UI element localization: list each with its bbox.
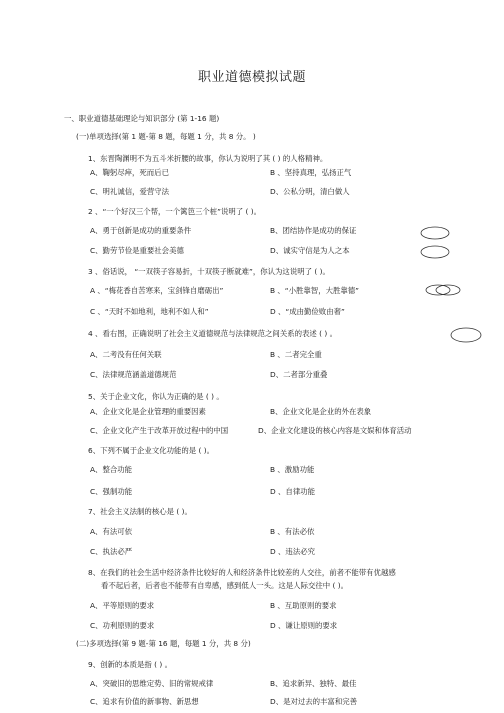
option-c: C 、“天时不如地利，地利不如人和” bbox=[90, 307, 209, 316]
option-a: A、平等原则的要求 bbox=[90, 601, 155, 610]
question-stem: 6、下列不属于企业文化功能的是 ( )。 bbox=[88, 446, 215, 455]
question-stem: 1、东晋陶渊明不为五斗米折腰的故事，你认为说明了其 ( ) 的人格精神。 bbox=[88, 154, 328, 163]
section-heading-single: (一)单项选择(第 1 题-第 8 题，每题 1 分，共 8 分。 ) bbox=[76, 132, 256, 141]
question-stem: 7、社会主义法制的核心是 ( )。 bbox=[88, 507, 192, 516]
question-stem: 5、关于企业文化，你认为正确的是 ( ) 。 bbox=[88, 392, 224, 401]
venn-figure bbox=[420, 222, 500, 362]
option-d: D、公私分明，清白做人 bbox=[270, 187, 350, 196]
question-stem: 9、创新的本质是指 ( ) 。 bbox=[88, 660, 173, 669]
question-stem: 3 、俗话说， “一双筷子容易折，十双筷子断就难”，你认为这说明了 ( )。 bbox=[88, 267, 330, 276]
question-stem: 8、在我们的社会生活中经济条件比较好的人和经济条件比较差的人交往，前者不能带有优越感 bbox=[88, 568, 396, 577]
option-b: B 、有法必依 bbox=[270, 527, 315, 536]
option-a: A、整合功能 bbox=[90, 465, 133, 474]
option-c: C、法律规范涵盖道德规范 bbox=[90, 370, 177, 379]
option-b: B、团结协作是成功的保证 bbox=[270, 226, 357, 235]
option-a: A 、“梅花香自苦寒来，宝剑锋自磨砺出” bbox=[90, 286, 224, 295]
option-b: B 、互助原则的要求 bbox=[270, 601, 337, 610]
question-stem-continued: 看不起后者，后者也不能带有自卑感，感到低人一头。这是人际交往中 ( )。 bbox=[101, 581, 348, 590]
option-d: D 、违法必究 bbox=[270, 547, 315, 556]
option-b: B、企业文化是企业的外在表象 bbox=[270, 407, 372, 416]
option-a: A、勇于创新是成功的重要条件 bbox=[90, 226, 192, 235]
option-c: C、勤劳节俭是重要社会美德 bbox=[90, 246, 184, 255]
option-d: D、企业文化建设的核心内容是文娱和体育活动 bbox=[258, 426, 412, 435]
option-a: A、鞠躬尽瘁，死而后已 bbox=[90, 168, 169, 177]
option-c: C、强制功能 bbox=[90, 487, 133, 496]
option-a: A、二考没有任何关联 bbox=[90, 350, 162, 359]
document-title: 职业道德模拟试题 bbox=[197, 70, 306, 85]
option-a: A、企业文化是企业管理的重要因素 bbox=[90, 407, 206, 416]
option-d: D、二者部分重叠 bbox=[270, 370, 328, 379]
option-b: B 、二者完全重 bbox=[270, 350, 322, 359]
option-b: B 、激励功能 bbox=[270, 465, 315, 474]
option-d: D 、自律功能 bbox=[270, 487, 315, 496]
section-heading-multi: (二)多项选择(第 9 题-第 16 题，每题 1 分，共 8 分) bbox=[76, 639, 251, 648]
ellipse-shape bbox=[426, 285, 450, 295]
option-d: D、诚实守信是为人之本 bbox=[270, 246, 350, 255]
ellipse-shape bbox=[451, 328, 481, 342]
option-a: A、突破旧的思维定势、旧的常规戒律 bbox=[90, 679, 214, 688]
part-heading: 一、职业道德基础理论与知识部分 (第 1-16 题) bbox=[64, 114, 220, 123]
ellipse-shape bbox=[436, 285, 460, 295]
option-b: B、追求新异、独特、最佳 bbox=[270, 679, 357, 688]
option-b: B 、“小胜靠智，大胜靠德” bbox=[270, 286, 359, 295]
option-d: D 、谦让原则的要求 bbox=[270, 621, 338, 630]
option-c: C、功利原则的要求 bbox=[90, 621, 155, 630]
ellipse-shape bbox=[421, 246, 449, 258]
question-stem: 2 、“一个好汉三个帮，一个篱笆三个桩”说明了 ( )。 bbox=[88, 207, 261, 216]
option-d: D 、“成由勤俭败由奢” bbox=[270, 307, 345, 316]
option-b: B 、坚持真理，弘扬正气 bbox=[270, 168, 352, 177]
option-d: D、是对过去的丰富和完善 bbox=[270, 697, 357, 706]
ellipse-shape bbox=[421, 227, 449, 239]
option-c: C、企业文化产生于改革开放过程中的中国 bbox=[90, 426, 229, 435]
option-a: A、有法可依 bbox=[90, 527, 133, 536]
option-c: C、追求有价值的新事物、新思想 bbox=[90, 697, 199, 706]
option-c: C、执法必严 bbox=[90, 547, 133, 556]
option-c: C、明礼诚信，爱营守法 bbox=[90, 187, 170, 196]
question-stem: 4 、看右图，正确说明了社会主义道德规范与法律规范之间关系的表述 ( ) 。 bbox=[88, 329, 337, 338]
